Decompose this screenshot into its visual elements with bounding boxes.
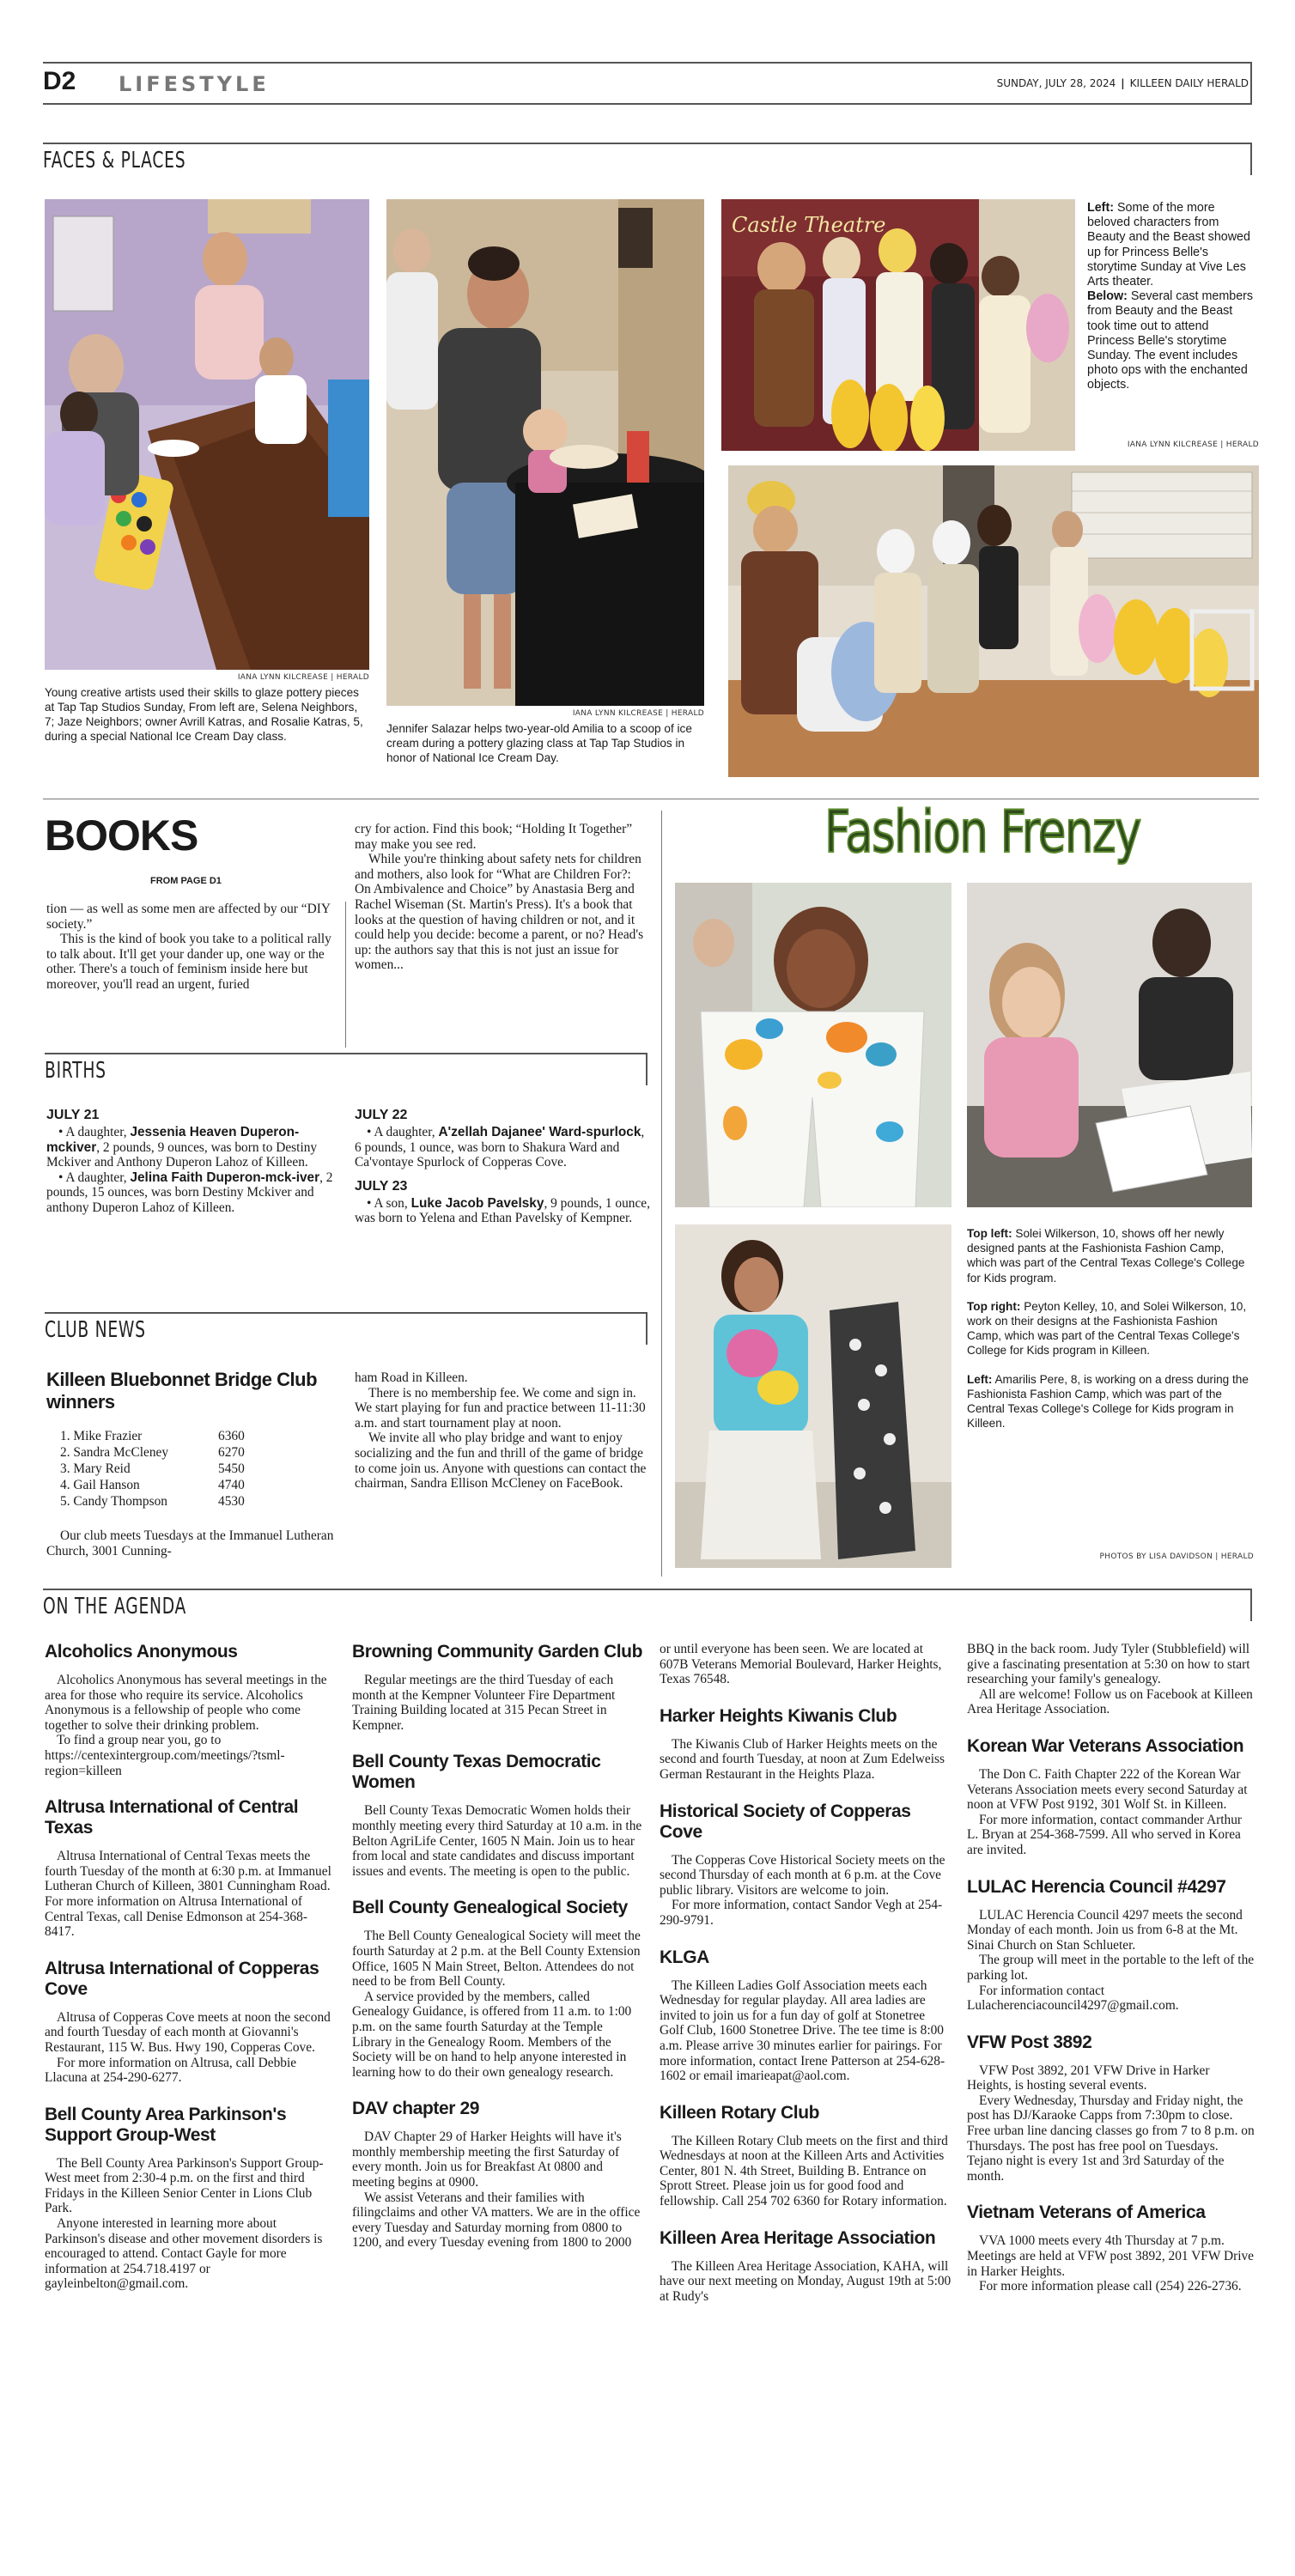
agenda-item-text: The Killeen Ladies Golf Association meets each Wednesday for regular playday. All area ladies are invited to join us for a fun day of golf at Stonetree Golf Club, 1600 Stonetree Drive. The tee time is 8:00 a.m. Please arrive 30 minutes earlier for pairings. For more information, contact Irene Patterson at 254-628-1602 or email imarieapat@aol.com.	[660, 1978, 945, 2084]
fashion-caption-2: Top right: Peyton Kelley, 10, and Solei Wilkerson, 10, work on their designs at the Fashionista Fashion Camp, which was part of the Central Texas College's College for Kids program in Killeen.	[967, 1299, 1247, 1358]
photo3-credit: IANA LYNN KILCREASE | HERALD	[1127, 440, 1259, 449]
agenda-item-title: Bell County Genealogical Society	[352, 1898, 628, 1918]
births-date-jul21: JULY 21	[46, 1108, 100, 1122]
agenda-item-text: Every Wednesday, Thursday and Friday night, the post has DJ/Karaoke Capps from 7:30pm to close. Free urban line dancing classes go from 7 to 8 p.m. on Thursdays. The post has free pool on Tuesdays. Tejano night is every 1st and 3rd Saturday of the month.	[967, 2093, 1255, 2184]
fashion-frenzy-head: Fashion Frenzy	[824, 799, 1140, 866]
agenda-item-text: DAV Chapter 29 of Harker Heights will have it's monthly membership meeting the first Saturday of every month. Join us for Breakfast At 0800 and meeting begins at 0900.	[352, 2129, 622, 2190]
agenda-item-text: We assist Veterans and their families with filingclaims and other VA matters. We are in the office every Tuesday and Saturday morning from 0800 to 1200, and every Tuesday evening from 1800 to 2000	[352, 2190, 641, 2251]
agenda-item-text: The Copperas Cove Historical Society meets on the second Thursday of each month at 6 p.m. at the Cove public library. Visitors are welcome to join.	[660, 1852, 945, 1898]
club-col2-p1: ham Road in Killeen.	[355, 1370, 468, 1385]
club-news-title: CLUB NEWS	[45, 1317, 146, 1343]
winner-row	[46, 1461, 245, 1478]
faces-places-head	[43, 143, 1252, 175]
agenda-item-title: Alcoholics Anonymous	[45, 1642, 238, 1662]
winner-name: 1. Mike Frazier	[60, 1429, 143, 1443]
agenda-item-title: Vietnam Veterans of America	[967, 2202, 1206, 2223]
agenda-item-title: Historical Society of Copperas Cove	[660, 1801, 911, 1842]
births-col1	[46, 1108, 338, 1216]
agenda-item-text: To find a group near you, go to https://centexintergroup.com/meetings/?tsml-region=killeen	[45, 1733, 285, 1778]
fashion-photo-pants	[675, 883, 951, 1207]
fashion-photo-design	[967, 883, 1252, 1207]
photo2-caption: Jennifer Salazar helps two-year-old Amilia to a scoop of ice cream during a pottery glazing class at Tap Tap Studios in honor of National Ice Cream Day.	[386, 722, 692, 764]
fashion-captions	[967, 1226, 1254, 1431]
fashion-caption-3: Left: Amarilis Pere, 8, is working on a dress during the Fashionista Fashion Camp, which was part of the Central Texas College's College for Kids program in Killeen.	[967, 1372, 1249, 1431]
agenda-item-text: For more information, contact Sandor Vegh at 254-290-9791.	[660, 1898, 943, 1928]
birth-item: • A son, Luke Jacob Pavelsky, 9 pounds, 1 ounce, was born to Yelena and Ethan Pavelsky of Kempner.	[355, 1195, 650, 1226]
beauty-beast-photo	[721, 199, 1075, 451]
caption-below-text: Several cast members from Beauty and the Beast took time out to attend Princess Belle's storytime Sunday. The event includes photo ops with the enchanted objects.	[1087, 289, 1254, 392]
agenda-item-text: VFW Post 3892, 201 VFW Drive in Harker Heights, is hosting several events.	[967, 2063, 1210, 2093]
agenda-item-text: For more information please call (254) 226-2736.	[979, 2279, 1242, 2294]
caption-left-text: Some of the more beloved characters from Beauty and the Beast showed up for Princess Belle's storytime Sunday at Vive Les Arts theater.	[1087, 201, 1250, 289]
storytime-photo	[728, 465, 1259, 777]
agenda-item-text: Alcoholics Anonymous has several meetings in the area for those who require its service. Alcoholics Anonymous is a fellowship of people who come together to solve their drinking problem.	[45, 1673, 327, 1733]
agenda-title: ON THE AGENDA	[43, 1594, 187, 1619]
column-divider	[661, 811, 662, 1577]
agenda-item-text: For more information, contact commander Arthur L. Bryan at 254-368-7599. All who served in Korea are invited.	[967, 1812, 1243, 1857]
agenda-item-text: A service provided by the members, called Genealogy Guidance, is offered from 11 a.m. to 1:00 p.m. on the same fourth Saturday at the Temple Library in the Genealogy Room. Members of the Society will be on hand to help anyone interested in learning how to do their own genealogy research.	[352, 1989, 632, 2080]
books-col2-p2: While you're thinking about safety nets for children and mothers, also look for “What are Children For?: On Ambivalence and Choice” by Anastasia Berg and Rachel Wiseman (St. Martin's Press). It's a book that looks at the question of having children or not, and it could help you decide: become a parent, or no? Head's up: the authors say that this is not just an issue for women...	[355, 852, 644, 973]
club-news-head	[45, 1312, 648, 1345]
agenda-item-title: Killeen Rotary Club	[660, 2102, 820, 2123]
club-col2-p2: There is no membership fee. We come and sign in. We start playing for fun and practice between 11-11:30 a.m. and start tournament play at noon.	[355, 1385, 646, 1431]
winner-row	[46, 1429, 245, 1445]
agenda-item-title: Korean War Veterans Association	[967, 1735, 1244, 1756]
books-head: BOOKS	[45, 811, 198, 860]
photo3-caption	[1087, 201, 1259, 393]
agenda-item-text: The Bell County Area Parkinson's Support Group-West meet from 2:30-4 p.m. on the first and third Fridays in the Killeen Senior Center in Lions Club Park.	[45, 2155, 324, 2216]
agenda-item-title: VFW Post 3892	[967, 2032, 1092, 2052]
pottery-photo	[45, 199, 369, 670]
agenda-item-title: KLGA	[660, 1947, 709, 1967]
books-jump: FROM PAGE D1	[150, 876, 222, 886]
fashion-photo-dress	[675, 1224, 951, 1568]
bridge-club-title: Killeen Bluebonnet Bridge Club winners	[46, 1369, 318, 1413]
winners-table	[46, 1429, 338, 1510]
births-date-jul23: JULY 23	[355, 1178, 408, 1194]
dateline: SUNDAY, JULY 28, 2024 | KILLEEN DAILY HERALD	[996, 77, 1249, 89]
winner-score: 4530	[218, 1494, 245, 1509]
photo1-caption: Young creative artists used their skills to glaze pottery pieces at Tap Tap Studios Sunday, From left are, Selena Neighbors, 7; Jaze Neighbors; owner Avrill Katras, and Rosalie Katras, 5, during a special National Ice Cream Day class.	[45, 686, 363, 743]
birth-item: • A daughter, Jelina Faith Duperon-mck-iver, 2 pounds, 15 ounces, was born Destiny Mckiver and anthony Duperon Lahoz of Killeen.	[46, 1170, 333, 1215]
agenda-item-title: Bell County Texas Democratic Women	[352, 1752, 601, 1793]
theater-sign-text: Castle Theatre	[732, 213, 886, 237]
fashion-caption-1: Top left: Solei Wilkerson, 10, shows off her newly designed pants at the Fashionista Fashion Camp, which was part of the Central Texas College's College for Kids program.	[967, 1227, 1245, 1285]
section-name: LIFESTYLE	[119, 72, 270, 96]
agenda-item-text: Bell County Texas Democratic Women holds their monthly meeting every third Saturday at 10 a.m. in the Belton AgriLife Center, 1605 N Main. Join us to hear from local and state candidates and discuss important issues and events. The meeting is open to the public.	[352, 1803, 642, 1879]
caption-left-label: Left:	[1087, 201, 1114, 215]
birth-item: • A daughter, A'zellah Dajanee' Ward-spurlock, 6 pounds, 1 ounce, was born to Shakura Ward and Ca'vontaye Spurlock of Copperas Cove.	[355, 1125, 645, 1170]
agenda-head	[43, 1589, 1252, 1621]
page-number: D2	[43, 67, 76, 95]
agenda-item-title: Bell County Area Parkinson's Support Group-West	[45, 2104, 287, 2145]
agenda-item-text: VVA 1000 meets every 4th Thursday at 7 p.m. Meetings are held at VFW post 3892, 201 VFW Drive in Harker Heights.	[967, 2233, 1255, 2279]
caption-below-label: Below:	[1087, 289, 1128, 304]
agenda-item-text: The Killeen Rotary Club meets on the first and third Wednesdays at noon at the Killeen Arts and Activities Center, 801 N. 4th Street, Building B. Entrance on Sprott Street. Please join us for good food and fellowship. Call 254 702 6360 for Rotary information.	[660, 2133, 948, 2209]
date-text: SUNDAY, JULY 28, 2024	[996, 77, 1116, 89]
club-col1-p1: Our club meets Tuesdays at the Immanuel Lutheran Church, 3001 Cunning-	[46, 1528, 334, 1558]
agenda-item-text: or until everyone has been seen. We are located at 607B Veterans Memorial Boulevard, Harker Heights, Texas 76548.	[660, 1642, 942, 1687]
birth-item: • A daughter, Jessenia Heaven Duperon-mckiver, 2 pounds, 9 ounces, was born to Destiny Mckiver and Anthony Duperon Lahoz of Killeen.	[46, 1125, 318, 1170]
births-date-jul22: JULY 22	[355, 1108, 408, 1122]
births-title: BIRTHS	[45, 1058, 106, 1084]
agenda-item-text: LULAC Herencia Council 4297 meets the second Monday of each month. Join us from 6-8 at the Mt. Sinai Church on Stan Schlueter.	[967, 1907, 1243, 1953]
photo2-credit: IANA LYNN KILCREASE | HERALD	[572, 709, 704, 718]
agenda-item-title: Altrusa International of Central Texas	[45, 1797, 299, 1838]
births-head	[45, 1053, 648, 1085]
agenda-item-text: Altrusa of Copperas Cove meets at noon the second and fourth Tuesday of each month at Giovanni's Restaurant, 115 W. Bus. Hwy 190, Copperas Cove.	[45, 2009, 331, 2055]
winner-row	[46, 1494, 245, 1510]
books-col-rule	[345, 902, 346, 1048]
books-col1-p2: This is the kind of book you take to a political rally to talk about. It'll get your dander up, one way or the other. There's a touch of feminism inside here but moreover, you'll read an urgent, furied	[46, 932, 331, 992]
agenda-item-text: The Kiwanis Club of Harker Heights meets on the second and fourth Tuesday, at noon at Zum Edelweiss German Restaurant in the Heights Plaza.	[660, 1736, 945, 1782]
agenda-col3	[660, 1642, 951, 2304]
club-col2	[355, 1370, 650, 1492]
winner-score: 4740	[218, 1478, 245, 1492]
agenda-item-title: Harker Heights Kiwanis Club	[660, 1705, 897, 1726]
club-col2-p3: We invite all who play bridge and want to enjoy socializing and the fun and thrill of the game of bridge to come join us. Anyone with questions can contact the chairman, Sandra Ellison McCleney on FaceBook.	[355, 1431, 647, 1492]
books-col1-p1: tion — as well as some men are affected by our “DIY society.”	[46, 902, 331, 932]
winner-score: 6360	[218, 1429, 245, 1443]
agenda-item-text: BBQ in the back room. Judy Tyler (Stubblefield) will give a fascinating presentation at 5:30 on how to start researching your family's genealogy.	[967, 1642, 1250, 1687]
fashion-credit: PHOTOS BY LISA DAVIDSON | HERALD	[1099, 1552, 1254, 1561]
winner-row	[46, 1445, 245, 1461]
agenda-item-text: For more information on Altrusa, call Debbie Llacuna at 254-290-6277.	[45, 2055, 297, 2086]
agenda-item-title: LULAC Herencia Council #4297	[967, 1876, 1226, 1897]
agenda-item-text: Regular meetings are the third Tuesday of each month at the Kempner Volunteer Fire Department Training Building located at 315 Pecan Street in Kempner.	[352, 1673, 616, 1733]
winner-name: 3. Mary Reid	[60, 1461, 131, 1476]
winner-name: 2. Sandra McCleney	[60, 1445, 169, 1460]
agenda-item-text: Altrusa International of Central Texas meets the fourth Tuesday of the month at 6:30 p.m. at Immanuel Lutheran Church of Killeen, 3801 Cunningham Road. For more information on Altrusa International of Central Texas, call Denise Edmonson at 254-368-8417.	[45, 1849, 331, 1940]
agenda-col1	[45, 1642, 337, 2292]
births-col2	[355, 1108, 650, 1226]
agenda-item-text: The Don C. Faith Chapter 222 of the Korean War Veterans Association meets every second Saturday at noon at VFW Post 9192, 301 Wolf St. in Killeen.	[967, 1766, 1248, 1813]
books-col1	[46, 902, 337, 993]
ice-cream-photo	[386, 199, 704, 706]
books-col2-p1: cry for action. Find this book; “Holding It Together” may make you see red.	[355, 822, 633, 852]
agenda-item-title: Browning Community Garden Club	[352, 1642, 642, 1662]
agenda-item-text: Anyone interested in learning more about Parkinson's disease and other movement disorders is encouraged to attend. Contact Gayle for more information at 254.718.4197 or gayleinbelton@gmail.com.	[45, 2216, 323, 2292]
winner-score: 5450	[218, 1461, 245, 1476]
club-col1	[46, 1528, 338, 1558]
winner-row	[46, 1478, 245, 1494]
agenda-item-title: Altrusa International of Copperas Cove	[45, 1958, 319, 1999]
books-col2	[355, 822, 650, 973]
agenda-item-title: Killeen Area Heritage Association	[660, 2227, 936, 2248]
winner-name: 5. Candy Thompson	[60, 1494, 167, 1509]
agenda-item-text: For information contact Lulacherenciacouncil4297@gmail.com.	[967, 1983, 1179, 2014]
photo1-credit: IANA LYNN KILCREASE | HERALD	[237, 673, 369, 682]
agenda-item-text: The Killeen Area Heritage Association, KAHA, will have our next meeting on Monday, August 19th at 5:00 at Rudy's	[660, 2258, 951, 2304]
agenda-item-text: All are welcome! Follow us on Facebook at Killeen Area Heritage Association.	[967, 1686, 1253, 1717]
paper-name: KILLEEN DAILY HERALD	[1129, 77, 1249, 89]
agenda-item-text: The group will meet in the portable to the left of the parking lot.	[967, 1953, 1255, 1983]
winner-score: 6270	[218, 1445, 245, 1460]
agenda-item-text: The Bell County Genealogical Society will meet the fourth Saturday at 2 p.m. at the Bell County Extension Office, 1605 N Main Street, Belton. Attendees do not need to be from Bell County.	[352, 1929, 641, 1990]
winner-name: 4. Gail Hanson	[60, 1478, 140, 1492]
agenda-item-title: DAV chapter 29	[352, 2099, 480, 2119]
faces-places-title: FACES & PLACES	[43, 148, 186, 173]
agenda-col4	[967, 1642, 1255, 2294]
agenda-col2	[352, 1642, 644, 2251]
page-header	[43, 62, 1252, 105]
